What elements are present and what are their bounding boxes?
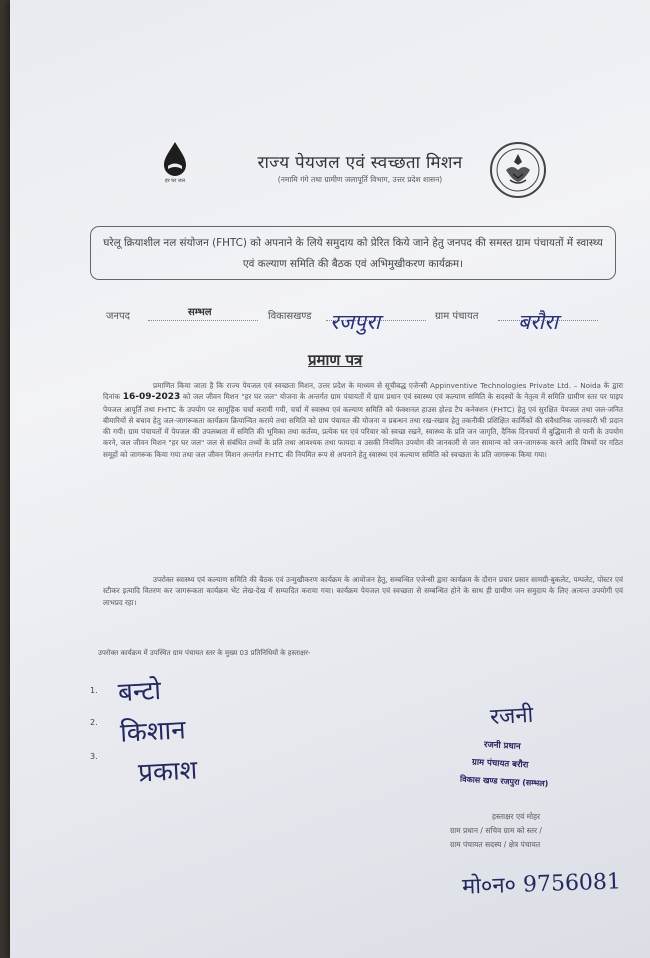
paragraph-1-body: को जल जीवन मिशन "हर घर जल" योजना के अन्तर्गत ग्राम पंचायतों में ग्राम प्रधान एवं स्वास्थ्य एवं कल्याण समिति के सदस्यों के नेतृत्व में समिति ग्रामीण स्तर पर पाइप पेयजल आपूर्ति तथा FHTC के उपयोग पर सामूहिक चर्चा करायी गयी, चर्चा में स्वास्थ्य एवं कल्याण समिति को फंक्शनल हाउस होल्ड टैप कनेक्शन (FHTC) हेतु एवं सुरक्षित पेयजल तथा जल-जनित बीमारियों से बचाव हेतु जल-जागरूकता कार्यक्रम क्रियान्वित कराये तथा समिति को ग्राम पंचायत की योजना व प्रबन्धन तथा रख-रखाव हेतु तकनीकी प्रशिक्षित कार्मिकों की संवैधानिक जानकारी भी प्रदान की गयी। ग्राम पंचायतों में पेयजल की उपलब्धता में समिति की भूमिका तथा कर्तव्य, प्रत्येक घर एवं परिवार को स्वच्छ रखने, स्वास्थ्य के प्रति जन जागृति, दैनिक दिनचर्या में बुद्धिमानी से पानी के उपयोग करने, जल जीवन मिशन "हर घर जल" जल से संबंधित तथ्यों के प्रति तथा आवश्यक तथा फायदा व उसकी नियमित उपयोग की जानकारी से जन सामान्य को जन-जागरूक करने आदि विषयों पर गठित समूहों को जागरूक किया गया तथा जल जीवन मिशन अन्तर्गत FHTC की नियमित रूप से अपनाने हेतु स्वास्थ्य एवं कल्याण समिति को स्वच्छता के प्रति जागरूक किया गया। — [103, 392, 623, 459]
program-date: 16-09-2023 — [122, 392, 181, 403]
certificate-paragraph-2: उपरोक्त स्वास्थ्य एवं कल्याण समिति की बैठक एवं उन्मुखीकरण कार्यक्रम के आयोजन हेतु, सम्बन्धित एजेन्सी द्वारा कार्यक्रम के दौरान प्रचार प्रसार सामग्री-बुकलेट, पम्पलेट, पोस्टर एवं स्टीकर इत्यादि वितरण कर जागरूकता कार्यक्रम भेंट लेख-देख में सम्पादित कराया गया। कार्यक्रम पेयजल एवं स्वच्छता से सम्बन्धित होने के साथ ही ग्रामीण जन समुदाय के लिए अत्यन्त उपयोगी एवं लाभप्रद रहा। — [103, 575, 623, 607]
mission-subtitle: (नमामि गंगे तथा ग्रामीण जलापूर्ति विभाग, उत्तर प्रदेश शासन) — [277, 175, 443, 184]
logo-tagline: हर घर जल — [165, 178, 185, 184]
signature-number-1: 1. — [90, 686, 98, 695]
designation-line-1: हस्ताक्षर एवं मोहर — [492, 812, 541, 821]
signature-number-2: 2. — [90, 718, 98, 727]
har-ghar-jal-logo — [150, 140, 200, 202]
certificate-paragraph-1 — [103, 380, 623, 460]
panchayat-label: ग्राम पंचायत — [435, 311, 479, 322]
signature-number-3: 3. — [90, 752, 98, 761]
designation-line-2: ग्राम प्रधान / सचिव ग्राम को स्तर / — [450, 826, 542, 835]
signature-2: किशान — [119, 715, 187, 749]
certificate-document — [10, 0, 650, 958]
up-government-emblem-icon — [488, 140, 548, 200]
water-drop-icon — [160, 140, 190, 178]
stamp-line-3: विकास खण्ड रजपुरा (सम्भल) — [459, 774, 549, 789]
stamp-line-2: ग्राम पंचायत बरौरा — [471, 757, 529, 771]
district-value: सम्भल — [188, 307, 212, 318]
mobile-number: मो०न० 9756081 — [461, 869, 622, 900]
paragraph-1-intro: प्रमाणित किया जाता है कि राज्य पेयजल एवं स्वच्छता मिशन, उत्तर प्रदेश के माध्यम से सूचीबद्ध एजेन्सी Appinventive Technologies Private Ltd. – Noida के द्वारा दिनांक — [103, 381, 623, 402]
stamp-line-1: रजनी प्रधान — [483, 740, 521, 752]
block-value: रजपुरा — [330, 310, 381, 334]
attendance-note: उपरोक्त कार्यक्रम में उपस्थित ग्राम पंचायत स्तर के मुख्य 03 प्रतिनिधियों के हस्ताक्षर- — [98, 649, 311, 657]
district-label: जनपद — [106, 311, 130, 322]
signature-1: बन्टो — [117, 675, 162, 709]
mission-title: राज्य पेयजल एवं स्वच्छता मिशन — [257, 153, 463, 173]
pradhan-signature: रजनी — [489, 702, 534, 731]
certificate-title: प्रमाण पत्र — [308, 351, 363, 369]
signature-3: प्रकाश — [137, 755, 199, 789]
designation-line-3: ग्राम पंचायत सदस्य / क्षेत्र पंचायत — [450, 840, 541, 849]
district-line — [148, 320, 258, 321]
subject-box: घरेलू क्रियाशील नल संयोजन (FHTC) को अपनाने के लिये समुदाय को प्रेरित किये जाने हेतु जनपद की समस्त ग्राम पंचायतों में स्वास्थ्य एवं कल्याण समिति की बैठक एवं अभिमुखीकरण कार्यक्रम। — [90, 226, 616, 280]
block-label: विकासखण्ड — [268, 311, 312, 322]
panchayat-value: बरौरा — [518, 310, 559, 334]
